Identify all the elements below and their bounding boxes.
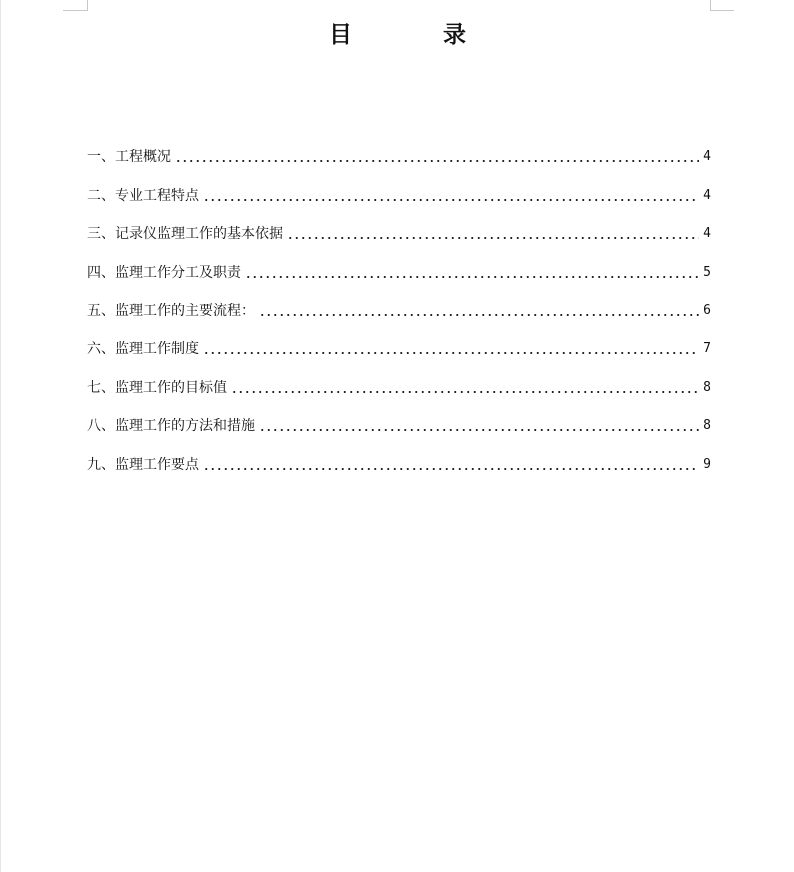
table-of-contents — [87, 141, 711, 487]
toc-entry-label: 二、专业工程特点 — [87, 187, 199, 204]
toc-entry[interactable] — [87, 179, 711, 217]
crop-mark-top-right — [710, 0, 711, 11]
dot-leader — [231, 391, 699, 393]
dot-leader — [245, 276, 699, 278]
toc-entry[interactable] — [87, 333, 711, 371]
toc-entry-page: 4 — [703, 187, 711, 203]
toc-entry-label: 八、监理工作的方法和措施 — [87, 418, 255, 435]
toc-entry[interactable] — [87, 371, 711, 409]
toc-entry[interactable] — [87, 218, 711, 256]
dot-leader — [203, 468, 699, 470]
toc-entry-label: 三、记录仪监理工作的基本依据 — [87, 226, 283, 243]
toc-entry-page: 4 — [703, 226, 711, 242]
dot-leader — [175, 160, 699, 162]
toc-entry-label: 六、监理工作制度 — [87, 341, 199, 358]
crop-mark-top-left — [87, 0, 88, 11]
crop-mark-top-left — [63, 10, 87, 11]
toc-entry-label: 一、工程概况 — [87, 149, 171, 166]
toc-entry-page: 5 — [703, 264, 711, 280]
toc-entry-label: 四、监理工作分工及职责 — [87, 264, 241, 281]
page-title: 目 录 — [328, 21, 468, 48]
toc-entry-page: 8 — [703, 418, 711, 434]
toc-entry-label: 五、监理工作的主要流程： — [87, 302, 255, 319]
toc-entry-page: 7 — [703, 341, 711, 357]
toc-entry[interactable] — [87, 295, 711, 333]
dot-leader — [259, 314, 699, 316]
dot-leader — [203, 352, 699, 354]
toc-entry-page: 8 — [703, 379, 711, 395]
dot-leader — [203, 199, 699, 201]
toc-entry[interactable] — [87, 141, 711, 179]
toc-entry-label: 七、监理工作的目标值 — [87, 379, 227, 396]
toc-entry-page: 9 — [703, 456, 711, 472]
dot-leader — [287, 237, 699, 239]
toc-entry[interactable] — [87, 448, 711, 486]
toc-entry[interactable] — [87, 410, 711, 448]
toc-entry[interactable] — [87, 256, 711, 294]
toc-entry-page: 4 — [703, 149, 711, 165]
crop-mark-top-right — [710, 10, 734, 11]
dot-leader — [259, 429, 699, 431]
toc-entry-label: 九、监理工作要点 — [87, 456, 199, 473]
toc-entry-page: 6 — [703, 302, 711, 318]
